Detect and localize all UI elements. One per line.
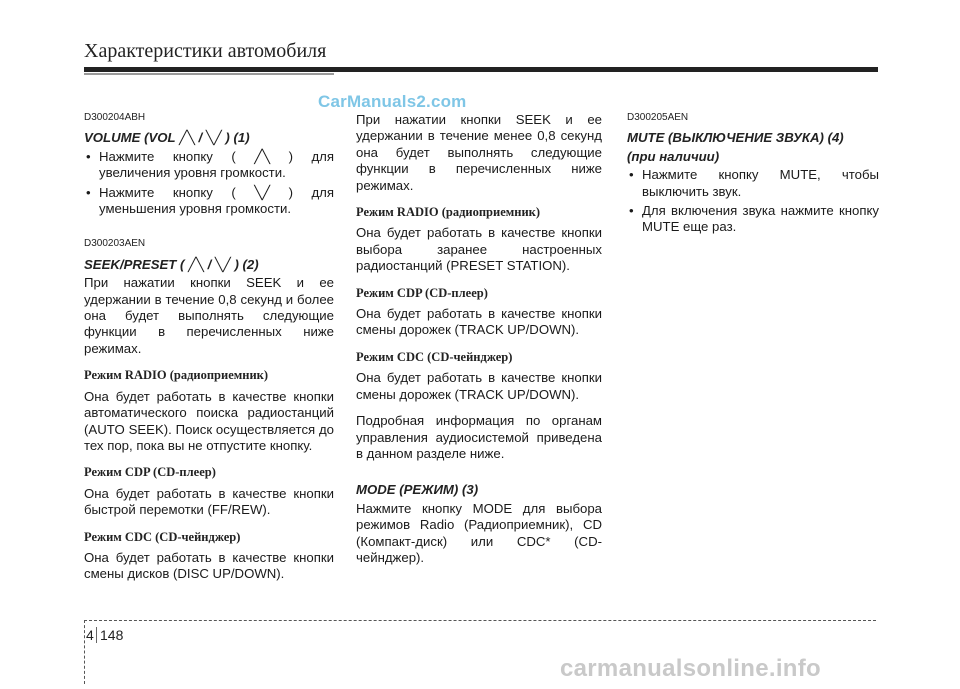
mode-button-text: Нажмите кнопку MODE для выбора режимов Radio (Радиоприемник), CD (Компакт-диск) или CDC* (CD-чейнджер). [356, 500, 602, 565]
chapter-number: 4 [86, 627, 94, 643]
mute-subheading: (при наличии) [627, 148, 720, 164]
column-left [84, 110, 334, 593]
mode-radio-heading: Режим RADIO (радиоприемник) [84, 368, 269, 383]
watermark-bottom[interactable]: carmanualsonline.info [560, 655, 822, 682]
footer-vertical-rule [84, 620, 85, 684]
mode-radio-text: Она будет работать в качестве кнопки автоматического поиска радиостанций (AUTO SEEK). Поиск осуществляется до тех пор, пока вы не отпустите кнопку. [84, 388, 334, 453]
mode-cdc-text: Она будет работать в качестве кнопки смены дорожек (TRACK UP/DOWN). [356, 370, 602, 402]
seek-preset-heading: SEEK/PRESET ( ╱╲ / ╲╱ ) (2) [84, 256, 259, 272]
mute-on-bullet: • Нажмите кнопку MUTE, чтобы выключить звук. [627, 167, 879, 200]
mode-cdc-text: Она будет работать в качестве кнопки смены дисков (DISC UP/DOWN). [84, 549, 334, 582]
page-header-title: Характеристики автомобиля [84, 40, 327, 62]
column-right [627, 110, 879, 239]
mode-radio-text: Она будет работать в качестве кнопки выбора заранее настроенных радиостанций (PRESET STATION). [356, 225, 602, 274]
header-rule [84, 67, 878, 72]
page-number: 148 [100, 627, 124, 643]
mute-off-bullet: • Для включения звука нажмите кнопку MUTE еще раз. [627, 203, 879, 236]
section-code: D300203AEN [84, 238, 146, 250]
controls-info-text: Подробная информация по органам управления аудиосистемой приведена в данном разделе ниже. [356, 413, 602, 461]
mode-cdp-text: Она будет работать в качестве кнопки быстрой перемотки (FF/REW). [84, 485, 334, 518]
footer-rule [84, 620, 876, 621]
seek-short-press-text: При нажатии кнопки SEEK и ее удержании в течение менее 0,8 секунд она будет выполнять следующие функции в перечисленных ниже режимах. [356, 112, 602, 193]
column-middle [356, 112, 602, 576]
volume-heading: VOLUME (VOL ╱╲ / ╲╱ ) (1) [84, 130, 250, 146]
mode-radio-heading: Режим RADIO (радиоприемник) [356, 205, 541, 220]
mode-cdp-heading: Режим CDP (CD-плеер) [84, 465, 216, 480]
watermark-top[interactable]: CarManuals2.com [318, 92, 467, 111]
volume-down-bullet: • Нажмите кнопку ( ╲╱ ) для уменьшения уровня громкости. [84, 185, 334, 218]
seek-long-press-text: При нажатии кнопки SEEK и ее удержании в течение 0,8 секунд и более она будет выполнять следующие функции в перечисленных ниже режимах. [84, 275, 334, 356]
mode-cdc-heading: Режим CDC (CD-чейнджер) [356, 349, 513, 364]
mode-cdc-heading: Режим CDC (CD-чейнджер) [84, 529, 241, 544]
mode-heading: MODE (РЕЖИМ) (3) [356, 482, 479, 498]
mode-cdp-heading: Режим CDP (CD-плеер) [356, 285, 488, 300]
section-code: D300204ABH [84, 112, 146, 123]
header-rule-light [84, 73, 334, 75]
section-code: D300205AEN [627, 112, 689, 123]
mode-cdp-text: Она будет работать в качестве кнопки смены дорожек (TRACK UP/DOWN). [356, 306, 602, 338]
volume-up-bullet: • Нажмите кнопку ( ╱╲ ) для увеличения уровня громкости. [84, 149, 334, 182]
footer-divider [96, 627, 97, 643]
mute-heading: MUTE (ВЫКЛЮЧЕНИЕ ЗВУКА) (4) [627, 130, 844, 146]
